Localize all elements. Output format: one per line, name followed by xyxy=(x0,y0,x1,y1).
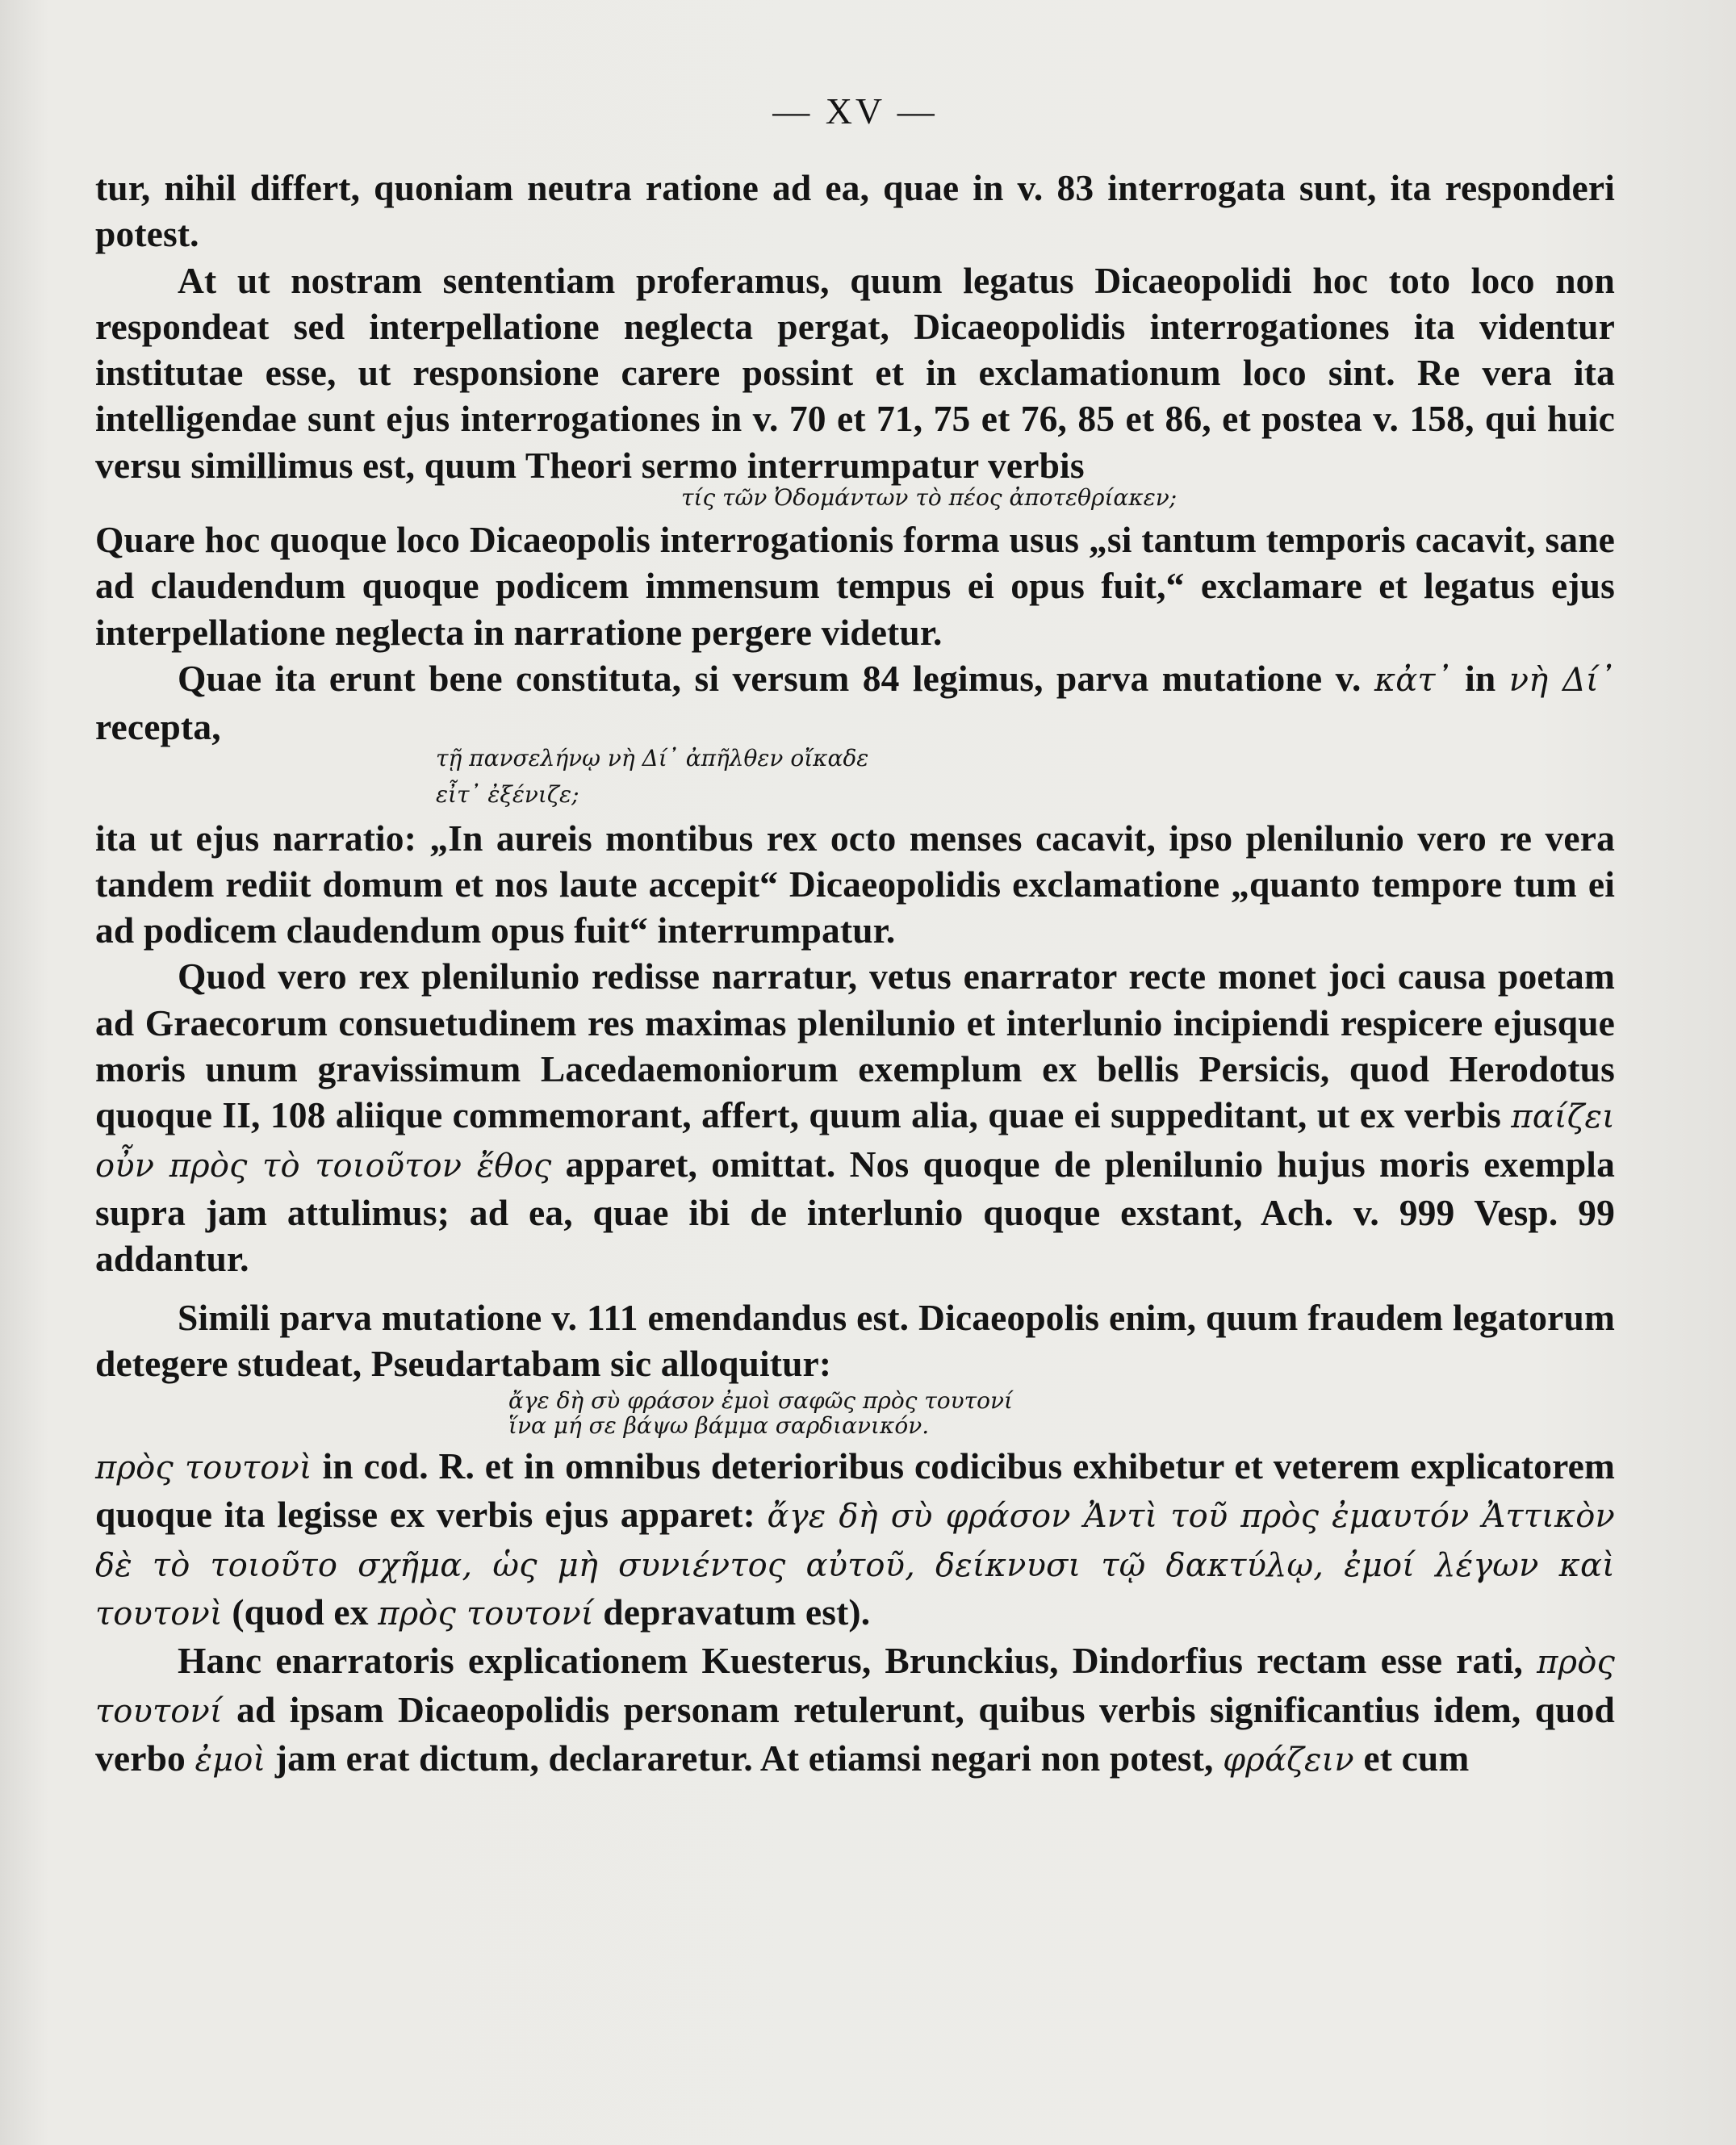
paragraph-8 xyxy=(95,1443,1615,1637)
paragraph-2: At ut nostram sententiam proferamus, quum legatus Dicaeopolidi hoc toto loco non respondeat sed interpellatione neglecta pergat, Dicaeopolidis interrogationes ita videntur institutae esse, ut responsione carere possint et in exclamationum loco sint. Re vera ita intelligendae sunt ejus interrogationes in v. 70 et 71, 75 et 76, 85 et 86, et postea v. 158, qui huic versu simillimus est, quum Theori sermo interrumpatur verbis xyxy=(95,259,1615,486)
paragraph-9 xyxy=(95,1637,1615,1783)
paragraph-9-text-d: et cum xyxy=(1363,1737,1470,1779)
greek-word: φράζειν xyxy=(1223,1741,1354,1779)
greek-phrase: παίζει οὖν πρὸς τὸ τοιοῦτον ἔθος xyxy=(95,1098,1615,1185)
verse-quote-1: τίς τῶν Ὀδομάντων τὸ πέος ἀποτεθρίακεν; xyxy=(681,484,1178,512)
paragraph-4-text-c: recepta, xyxy=(95,706,221,748)
verse-quote-3-line-2: ἵνα μή σε βάψω βάμμα σαρδιανικόν. xyxy=(508,1412,930,1440)
verse-quote-2-line-1: τῇ πανσελήνῳ νὴ Δί᾿ ἀπῆλθεν οἴκαδε xyxy=(436,744,869,771)
greek-phrase: πρὸς τουτονί xyxy=(378,1595,594,1633)
paragraph-3: Quare hoc quoque loco Dicaeopolis interrogationis forma usus „si tantum temporis cacavit, sane ad claudendum quoque podicem immensum tempus ei opus fuit,“ exclamare et legatus ejus interpellatione neglecta in narratione pergere videtur. xyxy=(95,519,1615,653)
paragraph-8-text-c: depravatum est). xyxy=(603,1591,871,1633)
greek-word: ἐμοὶ xyxy=(195,1741,266,1779)
verse-quote-3-line-1: ἄγε δὴ σὺ φράσον ἐμοὶ σαφῶς πρὸς τουτονί xyxy=(508,1387,1014,1415)
paragraph-5: ita ut ejus narratio: „In aureis montibus rex octo menses cacavit, ipso plenilunio vero re vera tandem rediit domum et nos laute accepit“ Dicaeopolidis exclamatione „quanto tempore tum ei ad podicem claudendum opus fuit“ interrumpatur. xyxy=(95,817,1615,951)
greek-word: κἀτ᾿ xyxy=(1374,661,1452,699)
paragraph-4-text-b: in xyxy=(1465,657,1496,699)
verse-quote-2-line-2: εἶτ᾿ ἐξένιζε; xyxy=(436,780,579,808)
greek-scholion: ἄγε δὴ σὺ φράσον Ἀντὶ τοῦ πρὸς ἐμαυτόν Ἀττικὸν δὲ τὸ τοιοῦτο σχῆμα, ὡς μὴ συνιέντος αὐτοῦ, δείκνυσι τῷ δακτύλῳ, ἐμοί λέγων καὶ τουτονὶ xyxy=(95,1498,1616,1633)
paragraph-8-text-b: (quod ex xyxy=(232,1591,369,1633)
paragraph-4 xyxy=(95,655,1615,751)
paragraph-9-text-a: Hanc enarratoris explicationem Kuesterus, Brunckius, Dindorfius rectam esse rati, xyxy=(178,1640,1524,1682)
greek-phrase: πρὸς τουτονὶ xyxy=(95,1449,312,1487)
paragraph-6 xyxy=(95,953,1615,1282)
paragraph-4-text-a: Quae ita erunt bene constituta, si versum 84 legimus, parva mutatione v. xyxy=(178,657,1362,699)
paragraph-9-text-b: ad ipsam Dicaeopolidis personam retulerunt, quibus verbis significantius idem, quod verbo xyxy=(95,1688,1615,1779)
paragraph-8-text-a: in cod. R. et in omnibus deterioribus codicibus exhibetur et veterem explicatorem quoque ita legisse ex verbis ejus apparet: xyxy=(95,1445,1615,1536)
page-number: — XV — xyxy=(772,90,938,132)
paragraph-1: tur, nihil differt, quoniam neutra ratione ad ea, quae in v. 83 interrogata sunt, ita responderi potest. xyxy=(95,167,1615,255)
paragraph-6-text-b: apparet, omittat. Nos quoque de plenilunio hujus moris exempla supra jam attulimus; ad ea, quae ibi de interlunio quoque exstant, Ach. v. 999 Vesp. 99 addantur. xyxy=(95,1143,1615,1280)
paragraph-7: Simili parva mutatione v. 111 emendandus est. Dicaeopolis enim, quum fraudem legatorum detegere studeat, Pseudartabam sic alloquitur: xyxy=(95,1296,1615,1384)
greek-word: νὴ Δί᾿ xyxy=(1508,661,1615,699)
paragraph-9-text-c: jam erat dictum, declararetur. At etiamsi negari non potest, xyxy=(274,1737,1214,1779)
paragraph-6-text-a: Quod vero rex plenilunio redisse narratur, vetus enarrator recte monet joci causa poetam ad Graecorum consuetudinem res maximas plenilunio et interlunio incipiendi respicere ejusque moris unum gravissimum Lacedaemoniorum exemplum ex bellis Persicis, quod Herodotus quoque II, 108 aliique commemorant, affert, quum alia, quae ei suppeditant, ut ex verbis xyxy=(95,955,1615,1136)
greek-phrase: πρὸς τουτονί xyxy=(95,1644,1615,1730)
